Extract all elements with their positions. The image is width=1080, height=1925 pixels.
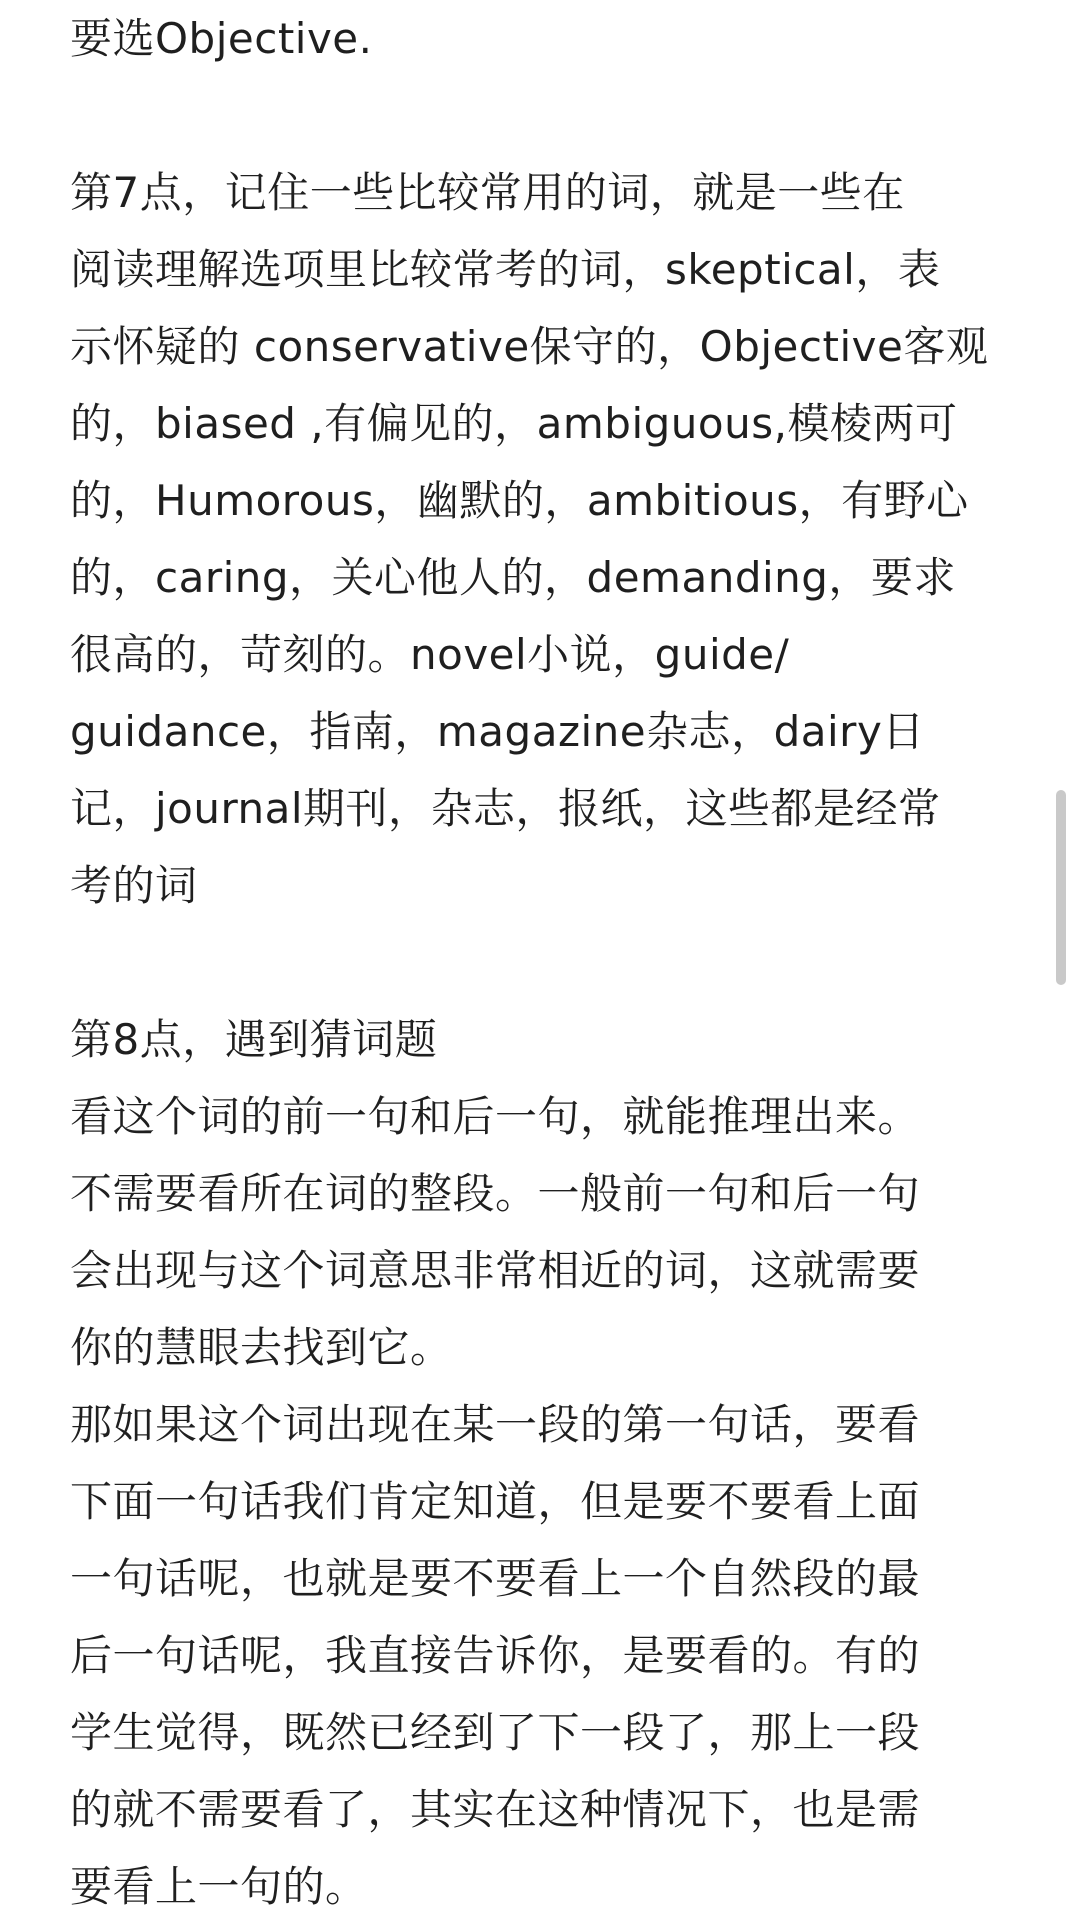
- paragraph-line: 要看上一句的。: [70, 1862, 368, 1911]
- paragraph-line: 记，journal期刊，杂志，报纸，这些都是经常: [70, 784, 941, 833]
- paragraph-line: 你的慧眼去找到它。: [70, 1323, 453, 1372]
- paragraph-line: 考的词: [70, 861, 198, 910]
- paragraph-line: 会出现与这个词意思非常相近的词，这就需要: [70, 1246, 921, 1295]
- paragraph-line: 示怀疑的 conservative保守的，Objective客观: [70, 322, 989, 371]
- paragraph-line: 的，biased ,有偏见的，ambiguous,模棱两可: [70, 399, 958, 448]
- scrollbar-thumb[interactable]: [1056, 790, 1066, 985]
- paragraph-line: 第7点，记住一些比较常用的词，就是一些在: [70, 168, 905, 217]
- paragraph-line: 的，Humorous，幽默的，ambitious，有野心: [70, 476, 969, 525]
- paragraph-gap: [70, 924, 1020, 1001]
- point7-paragraph: [70, 154, 1020, 924]
- paragraph-line: 的就不需要看了，其实在这种情况下，也是需: [70, 1785, 921, 1834]
- paragraph-line: 不需要看所在词的整段。一般前一句和后一句: [70, 1169, 921, 1218]
- paragraph-line: 阅读理解选项里比较常考的词，skeptical，表: [70, 245, 941, 294]
- paragraph-line: 后一句话呢，我直接告诉你，是要看的。有的: [70, 1631, 921, 1680]
- paragraph-line: 下面一句话我们肯定知道，但是要不要看上面: [70, 1477, 921, 1526]
- intro-line: 要选Objective.: [70, 14, 373, 63]
- paragraph-line: 的，caring，关心他人的，demanding，要求: [70, 553, 956, 602]
- paragraph-line: 一句话呢，也就是要不要看上一个自然段的最: [70, 1554, 921, 1603]
- paragraph-line: guidance，指南，magazine杂志，dairy日: [70, 707, 925, 756]
- section-heading: 第8点，遇到猜词题: [70, 1015, 438, 1064]
- paragraph-line: 看这个词的前一句和后一句，就能推理出来。: [70, 1092, 921, 1141]
- paragraph-line: 很高的，苛刻的。novel小说，guide/: [70, 630, 790, 679]
- paragraph-line: 学生觉得，既然已经到了下一段了，那上一段: [70, 1708, 921, 1757]
- point8-paragraph: [70, 1001, 1020, 1925]
- paragraph-gap: [70, 77, 1020, 154]
- article-body: [70, 0, 1020, 1925]
- paragraph-line: 那如果这个词出现在某一段的第一句话，要看: [70, 1400, 921, 1449]
